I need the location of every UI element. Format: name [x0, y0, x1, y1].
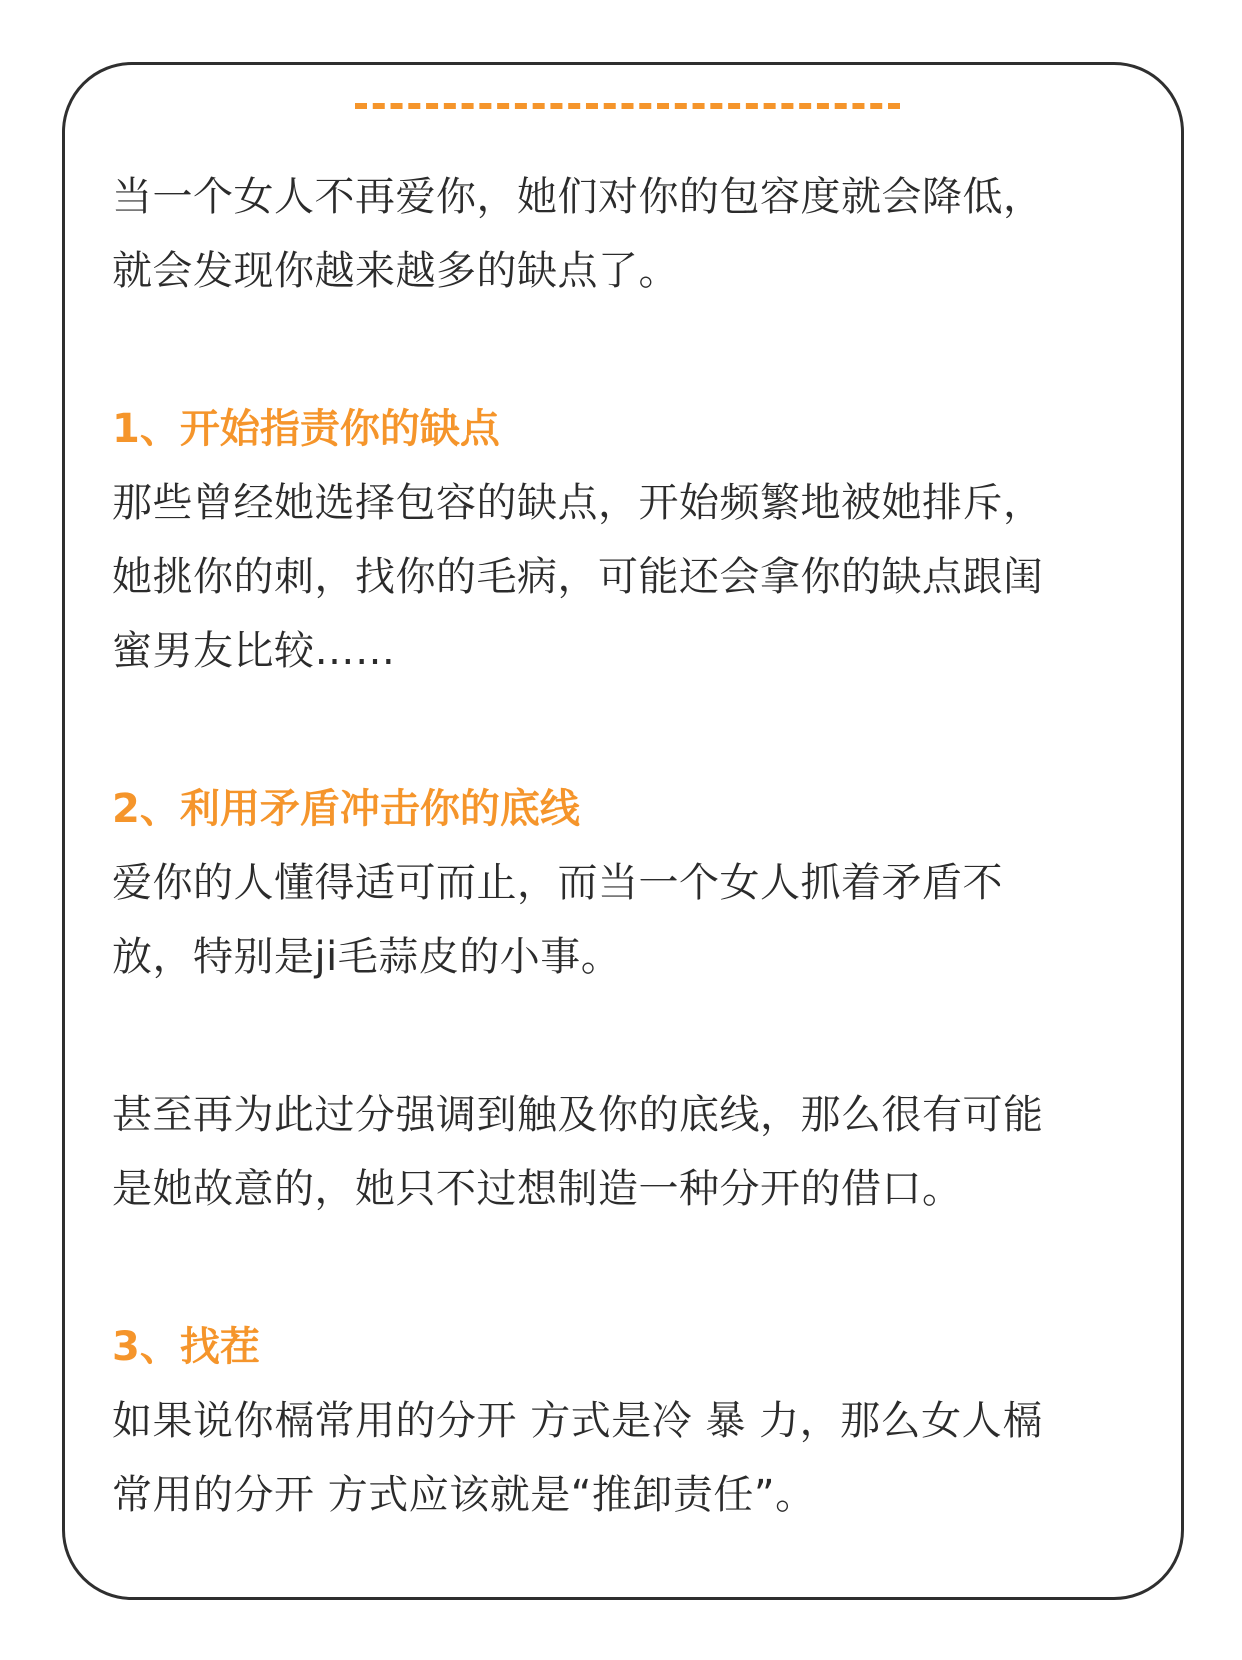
- article-body: [112, 160, 1132, 1532]
- section-1-line-3: 蜜男友比较……: [112, 628, 396, 674]
- section-3-line-1: 如果说你槅常用的分开 方式是冷 暴 力，那么女人槅: [112, 1398, 1043, 1444]
- section-1-line-2: 她挑你的刺，找你的毛病，可能还会拿你的缺点跟闺: [112, 554, 1044, 600]
- section-2-extra-line-1: 甚至再为此过分强调到触及你的底线，那么很有可能: [112, 1092, 1044, 1138]
- section-2-line-2: 放，特别是ji毛蒜皮的小事。: [112, 934, 622, 980]
- dashed-divider: [355, 103, 900, 109]
- section-1-heading: 1、开始指责你的缺点: [112, 406, 500, 452]
- section-1-line-1: 那些曾经她选择包容的缺点，开始频繁地被她排斥，: [112, 480, 1044, 526]
- section-2-heading: 2、利用矛盾冲击你的底线: [112, 786, 580, 832]
- section-3-line-2: 常用的分开 方式应该就是“推卸责任”。: [112, 1472, 816, 1518]
- section-2-line-1: 爱你的人懂得适可而止，而当一个女人抓着矛盾不: [112, 860, 1003, 906]
- intro-line-2: 就会发现你越来越多的缺点了。: [112, 248, 679, 294]
- section-2-extra-line-2: 是她故意的，她只不过想制造一种分开的借口。: [112, 1166, 963, 1212]
- section-3-heading: 3、找茬: [112, 1324, 260, 1370]
- intro-line-1: 当一个女人不再爱你，她们对你的包容度就会降低，: [112, 174, 1044, 220]
